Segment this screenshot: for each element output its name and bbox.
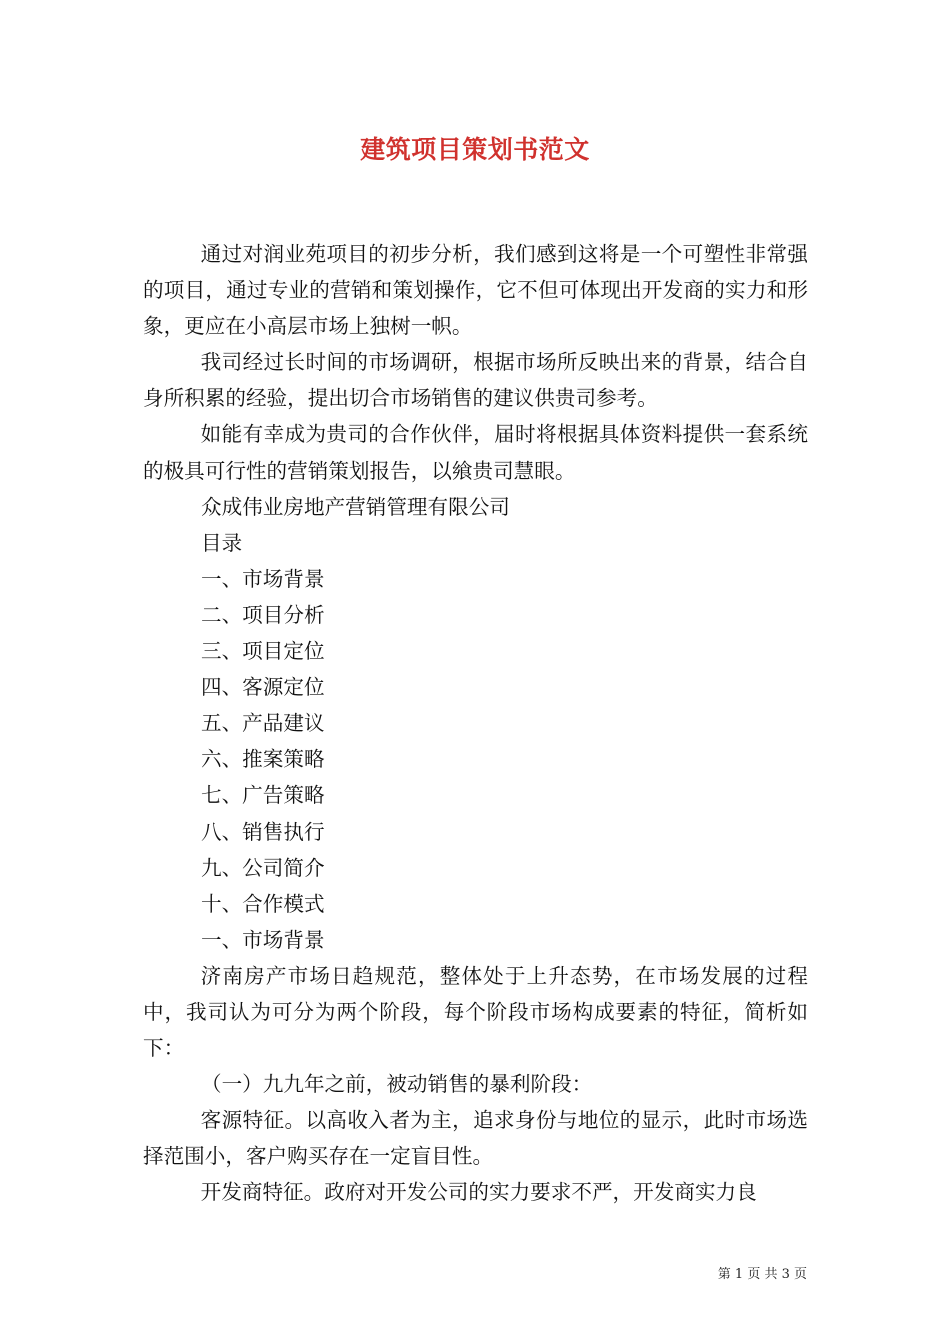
toc-heading: 目录 [201,530,243,555]
document-body [143,236,808,1211]
toc-item-10: 十、合作模式 [201,891,325,916]
company-name: 众成伟业房地产营销管理有限公司 [201,494,510,519]
subsection-heading: （一）九九年之前，被动销售的暴利阶段： [201,1072,593,1097]
developer-feature-paragraph: 开发商特征。政府对开发公司的实力要求不严，开发商实力良 [200,1180,757,1205]
toc-item-7: 七、广告策略 [201,783,325,808]
intro-paragraph-2: 我司经过长时间的市场调研，根据市场所反映出来的背景，结合自身所积累的经验，提出切合市场销售的建议供贵司参考。 [143,350,808,411]
intro-paragraph-3: 如能有幸成为贵司的合作伙伴，届时将根据具体资料提供一套系统的极具可行性的营销策划报告，以飨贵司慧眼。 [143,422,808,483]
toc-item-3: 三、项目定位 [201,639,325,664]
toc-item-5: 五、产品建议 [201,711,325,736]
toc-item-9: 九、公司简介 [201,855,325,880]
page-title: 建筑项目策划书范文 [360,135,590,164]
toc-item-1: 一、市场背景 [201,566,325,591]
page-number: 第 1 页 共 3 页 [717,1267,807,1282]
section-heading: 一、市场背景 [201,927,325,952]
section-intro-paragraph: 济南房产市场日趋规范，整体处于上升态势，在市场发展的过程中，我司认为可分为两个阶段，每个阶段市场构成要素的特征，简析如下： [143,963,808,1061]
toc-item-2: 二、项目分析 [201,602,325,627]
toc-item-6: 六、推案策略 [201,747,325,772]
toc-item-4: 四、客源定位 [201,675,325,700]
toc-item-8: 八、销售执行 [201,819,325,844]
customer-feature-paragraph: 客源特征。以高收入者为主，追求身份与地位的显示，此时市场选择范围小，客户购买存在一定盲目性。 [143,1108,808,1169]
intro-paragraph-1: 通过对润业苑项目的初步分析，我们感到这将是一个可塑性非常强的项目，通过专业的营销和策划操作，它不但可体现出开发商的实力和形象，更应在小高层市场上独树一帜。 [143,242,808,339]
